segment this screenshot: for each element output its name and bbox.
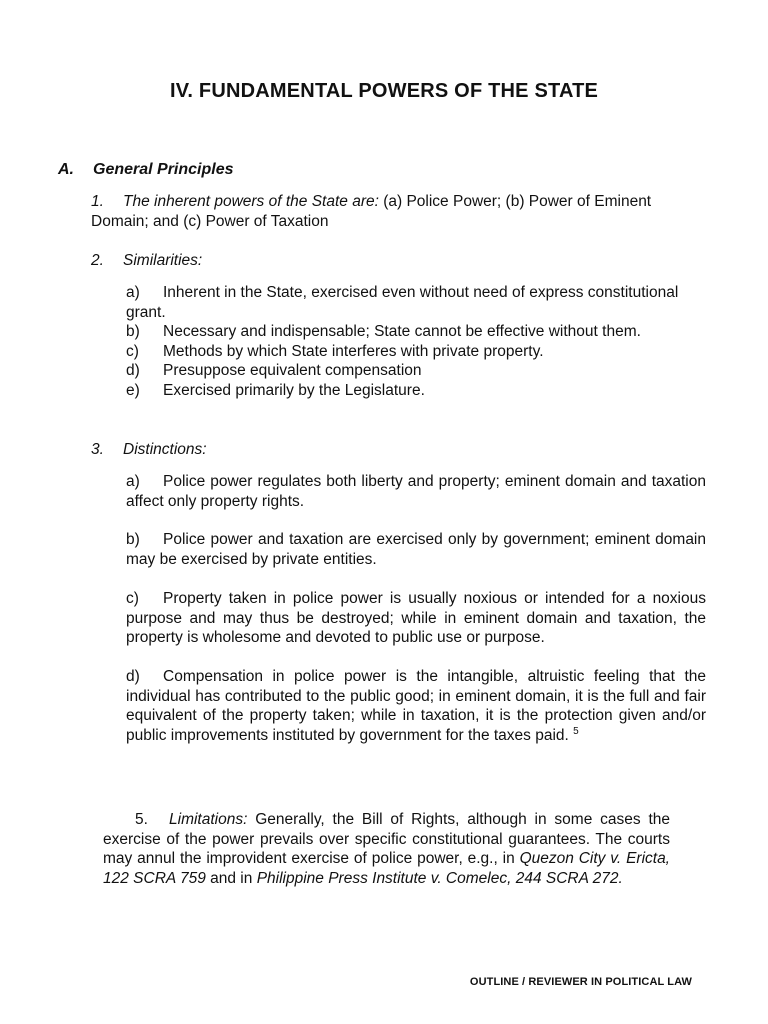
item-1	[58, 192, 706, 231]
section-title: General Principles	[93, 161, 234, 178]
item-3-lead: Distinctions:	[123, 441, 207, 458]
distinction-a: a) Police power regulates both liberty and property; eminent domain and taxation affect only property rights.	[126, 473, 706, 510]
item-1-text: (a) Police Power; (b) Power of Eminent Domain; and (c) Power of Taxation	[91, 193, 652, 230]
item-1-lead: The inherent powers of the State are:	[123, 193, 379, 210]
item-5-number: 5.	[135, 811, 148, 828]
page-footer: OUTLINE / REVIEWER IN POLITICAL LAW	[469, 976, 692, 988]
list-item: d) Presuppose equivalent compensation	[126, 362, 422, 379]
section-letter: A.	[58, 161, 74, 178]
similarities-list	[58, 283, 706, 400]
footnote-marker: 5	[573, 725, 579, 737]
case-citation-2: Philippine Press Institute v. Comelec, 244 SCRA 272.	[256, 869, 623, 887]
list-item: a) Inherent in the State, exercised even without need of express constitutional grant.	[126, 284, 679, 321]
item-2-number: 2.	[91, 252, 104, 269]
item-2-heading	[58, 251, 706, 271]
page-title: IV. FUNDAMENTAL POWERS OF THE STATE	[169, 80, 599, 102]
item-3-number: 3.	[91, 441, 104, 458]
distinction-b: b) Police power and taxation are exercised only by government; eminent domain may be exercised by private entities.	[126, 531, 706, 568]
distinction-c: c) Property taken in police power is usually noxious or intended for a noxious purpose and may thus be destroyed; while in eminent domain and taxation, the property is wholesome and devoted to public use or purpose.	[126, 590, 706, 646]
list-item: e) Exercised primarily by the Legislature.	[126, 381, 425, 399]
case-citation-1: Quezon City v. Ericta, 122 SCRA 759	[103, 850, 670, 887]
item-5: 5. Limitations: Generally, the Bill of Rights, although in some cases the exercise of the power prevails over specific constitutional guarantees. The courts may annul the improvident exercise of police power, e.g., in Quezon City v. Ericta, 122 SCRA 759 and in Philippine Press Institute v. Comelec, 244 SCRA 272.	[103, 811, 670, 887]
item-3-heading	[58, 440, 706, 460]
item-1-number: 1.	[91, 193, 104, 210]
section-heading-a	[58, 160, 234, 180]
item-2-lead: Similarities:	[123, 252, 203, 269]
list-item: c) Methods by which State interferes with private property.	[126, 342, 544, 360]
item-5-lead: Limitations:	[169, 811, 248, 828]
distinction-d: d) Compensation in police power is the intangible, altruistic feeling that the individual has contributed to the public good; in eminent domain, it is the full and fair equivalent of the property taken; while in taxation, it is the protection given and/or public improvements instituted by government for the taxes paid. $^5$	[126, 668, 706, 744]
list-item: b) Necessary and indispensable; State cannot be effective without them.	[126, 323, 641, 340]
